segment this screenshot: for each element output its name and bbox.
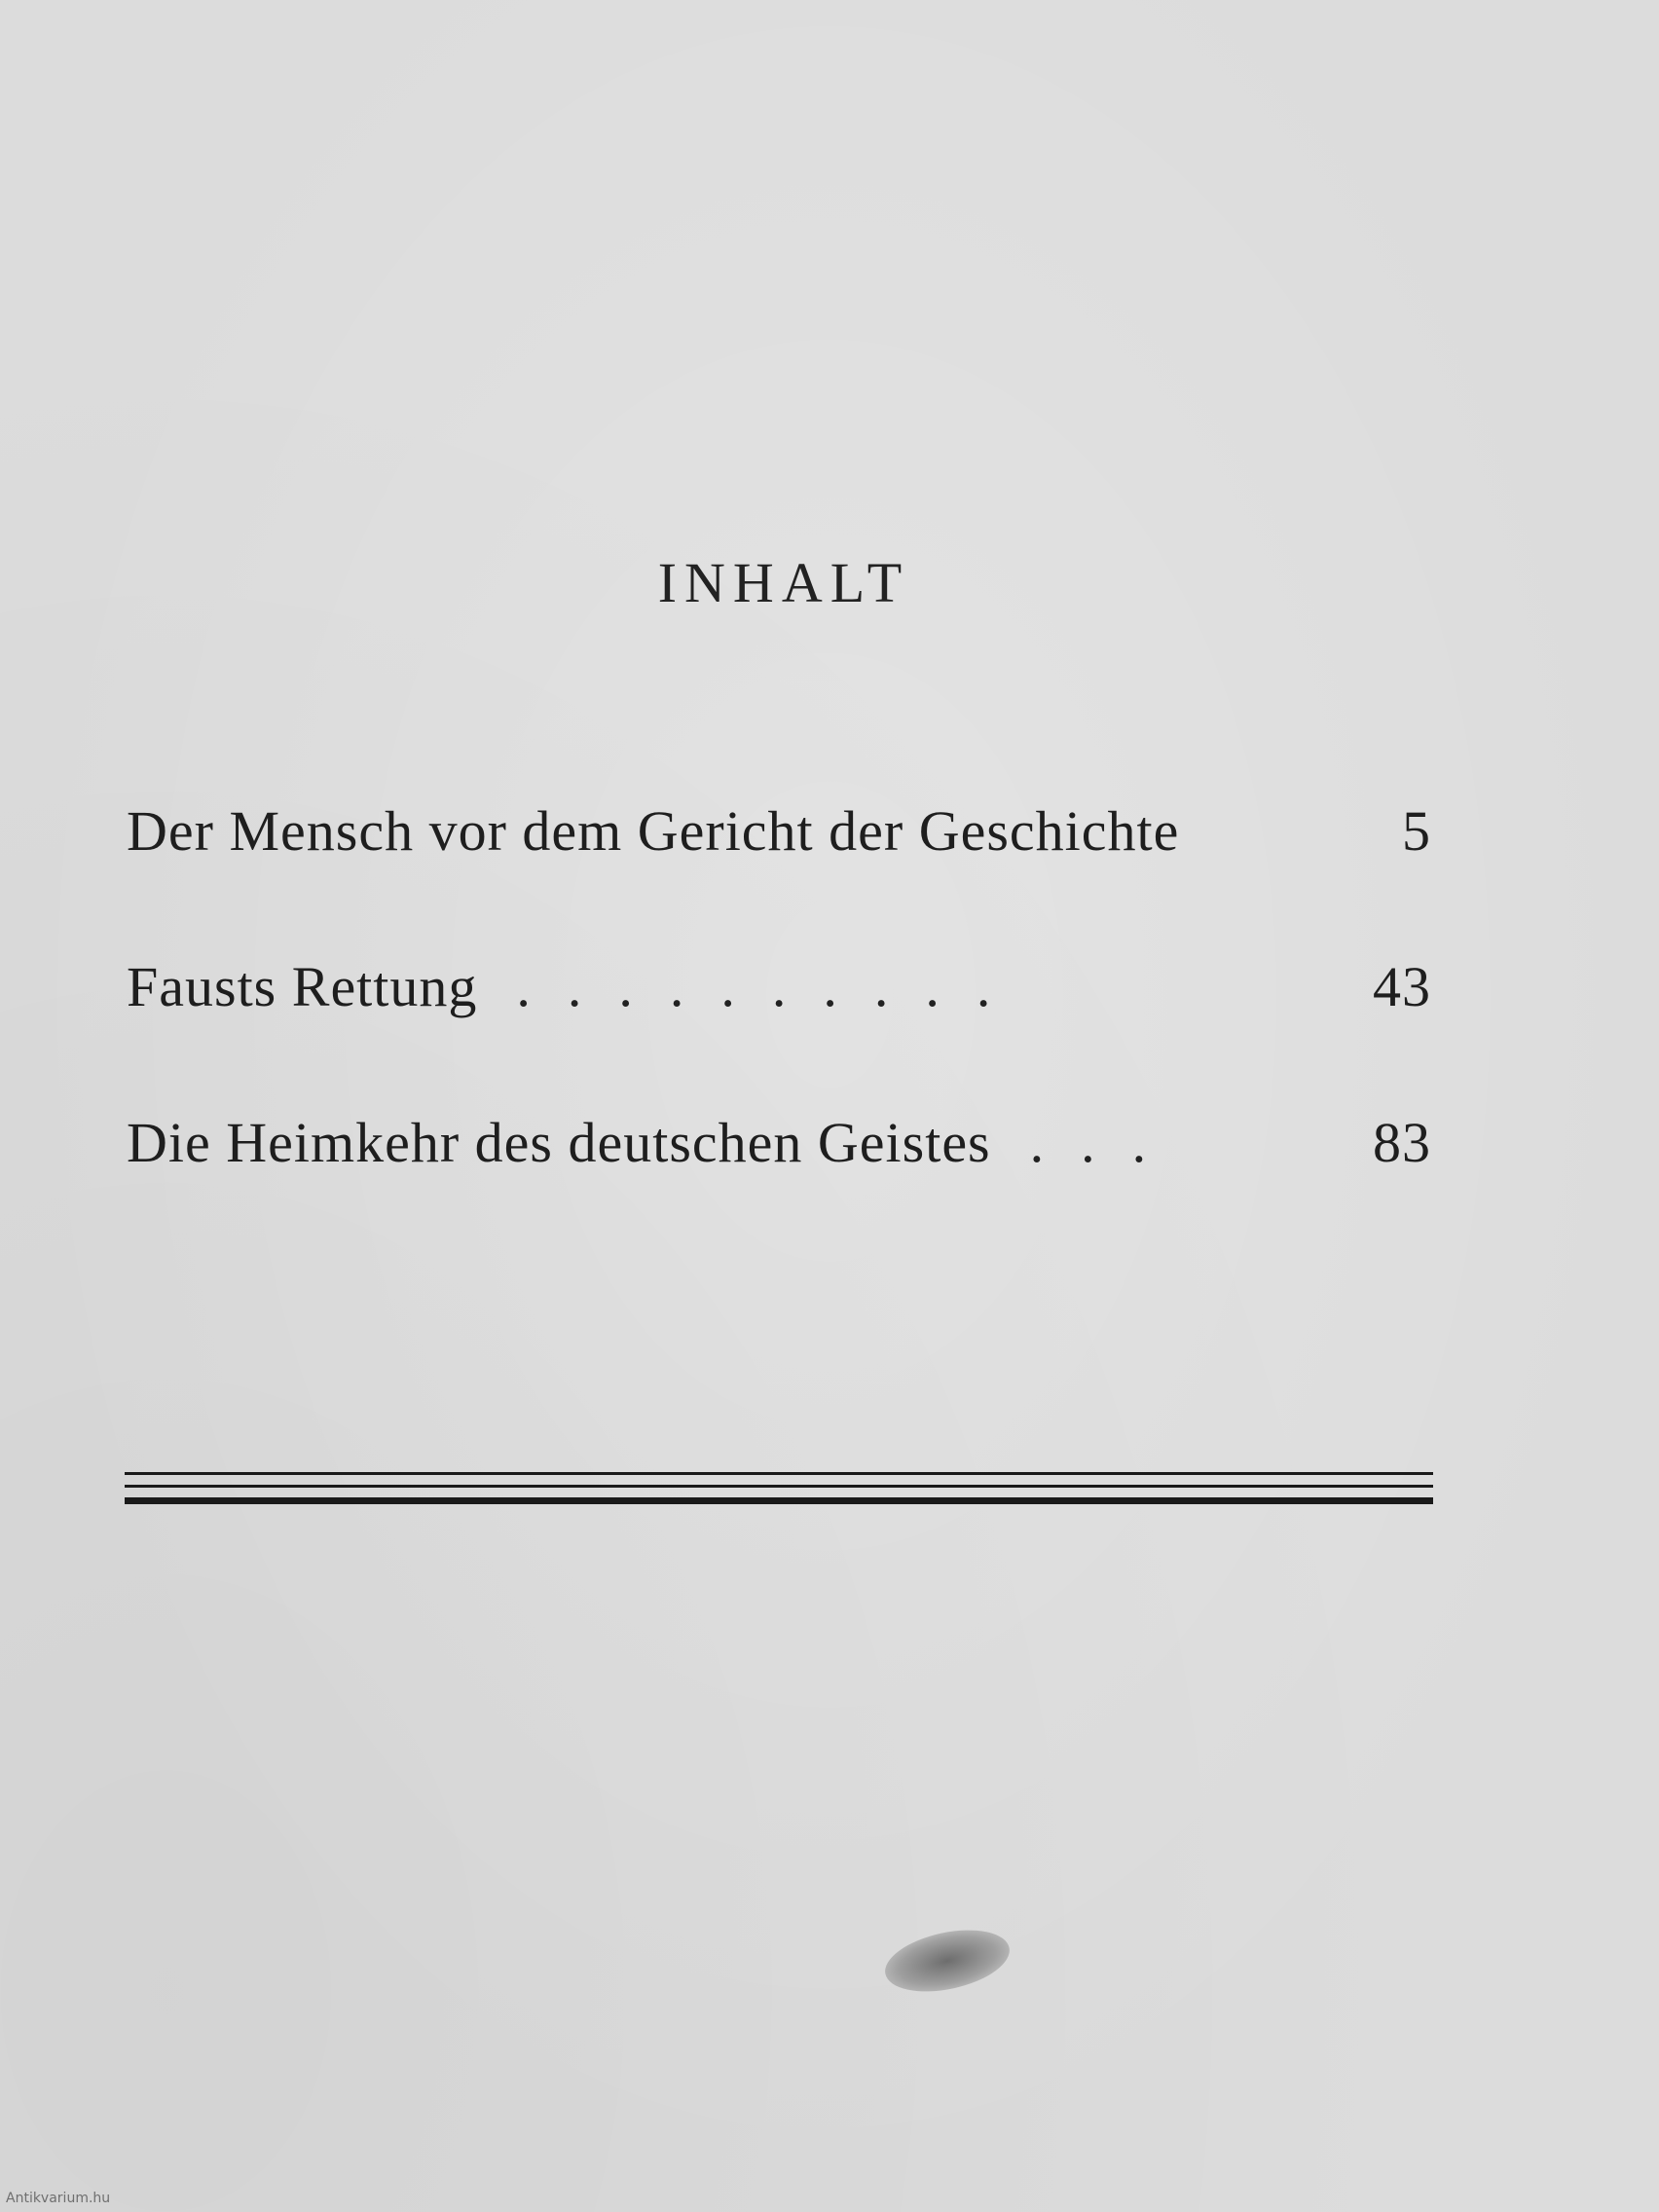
toc-entry-leader: .......... <box>516 955 1028 1018</box>
toc-entry-title: Der Mensch vor dem Gericht der Geschichte <box>127 799 1180 863</box>
toc-entry-page: 83 <box>1373 1111 1431 1174</box>
decorative-rule <box>125 1472 1433 1511</box>
toc-entry-page: 5 <box>1402 799 1431 863</box>
watermark: Antikvarium.hu <box>6 2191 111 2206</box>
toc-entry-page: 43 <box>1373 955 1431 1018</box>
page-title: INHALT <box>657 551 910 614</box>
ink-smudge <box>879 1920 1014 2002</box>
toc-entry-title: Die Heimkehr des deutschen Geistes <box>127 1111 991 1174</box>
toc-entry-title: Fausts Rettung <box>127 955 478 1018</box>
rule-line <box>125 1497 1433 1504</box>
toc-entry <box>127 798 1431 876</box>
toc-entry <box>127 1110 1431 1188</box>
rule-line <box>125 1485 1433 1488</box>
toc-entry <box>127 954 1431 1032</box>
rule-line <box>125 1472 1433 1475</box>
toc-entry-leader: ... <box>1029 1111 1184 1174</box>
